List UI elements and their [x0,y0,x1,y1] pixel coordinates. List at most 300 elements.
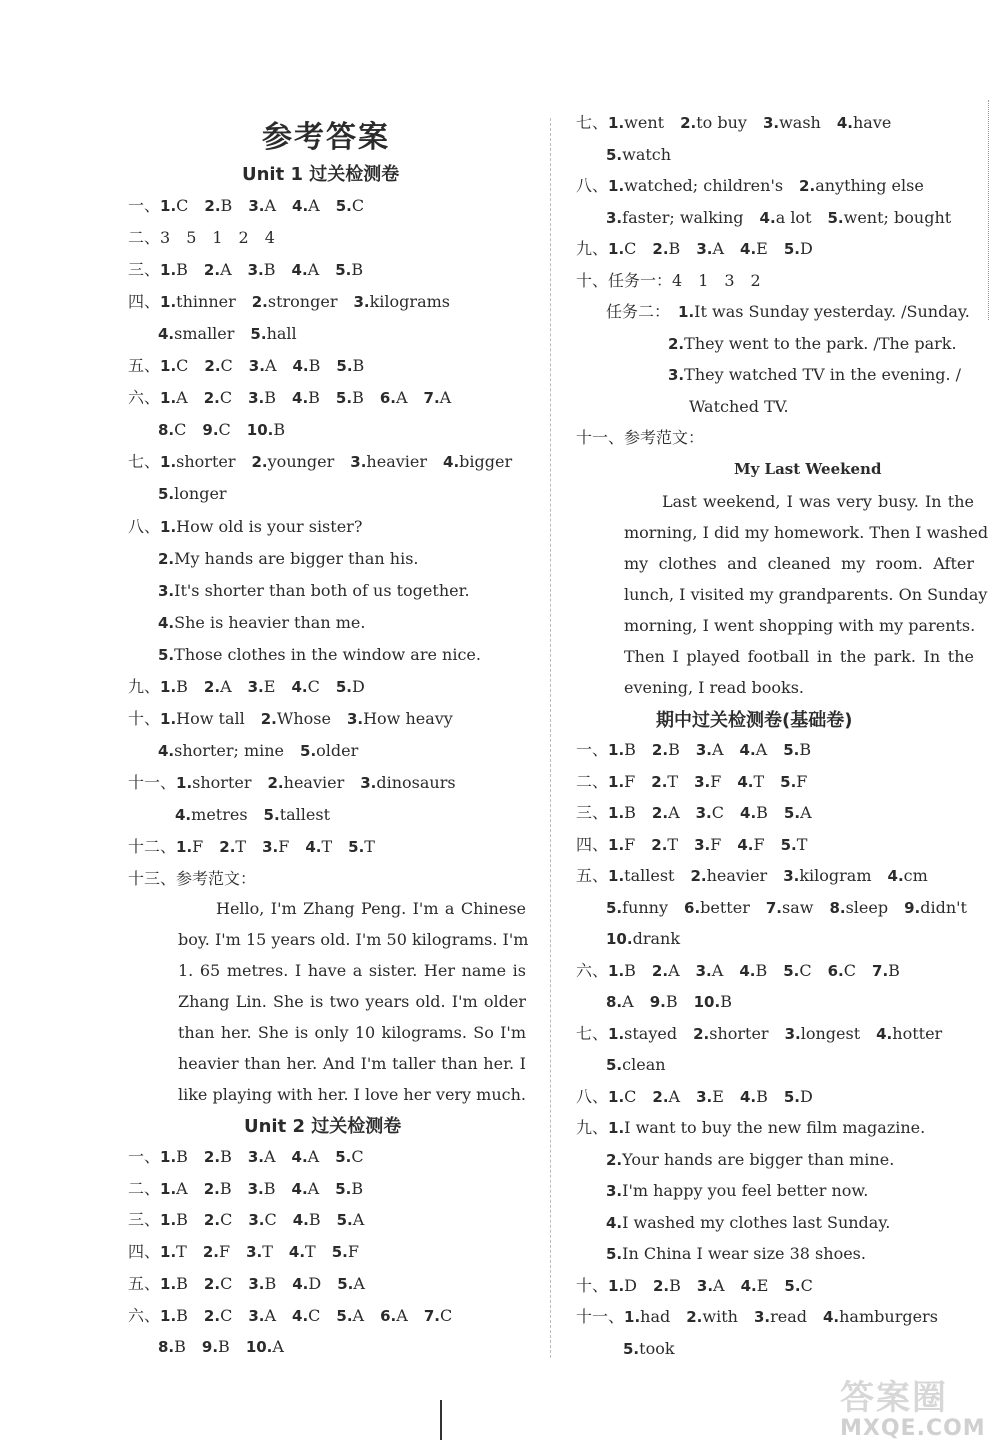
question-number: 3. [346,709,364,728]
question-number: 5. [336,357,353,376]
answer-value: A [353,1273,365,1293]
question-number: 2. [203,677,221,696]
answer-value: T [667,771,679,791]
answer-value: C [799,960,812,980]
answer-line [576,1086,813,1108]
answer-line [158,740,358,762]
question-number: 2. [203,1211,221,1230]
answer-value: A [352,1210,365,1230]
question-number: 3. [696,1087,713,1106]
question-number: 8. [158,421,175,440]
question-number: 2. [652,1087,669,1106]
answer-value: A [711,740,724,759]
question-number: 7. [423,1306,440,1325]
answer-line [576,1117,925,1139]
answer-value: heavier [283,772,345,792]
answer-value: hotter [892,1023,943,1043]
answer-line [576,427,704,449]
question-number: 4. [887,867,904,885]
question-number: 3. [248,1306,265,1325]
answer-value: B [308,356,321,376]
question-number: 1. [608,1087,625,1106]
section-number: 七、 [576,1023,609,1043]
answer-value: A [176,388,188,408]
answer-value: C [264,1210,277,1230]
question-number: 5. [335,1179,352,1198]
answer-value: E [756,1275,769,1295]
question-number: 2. [651,772,668,791]
question-number: 5. [348,838,365,856]
answer-line [606,1054,666,1076]
section-number: 九、 [576,239,609,258]
answer-value: In China I wear size 38 shoes. [622,1244,866,1263]
answer-value: tallest [279,804,330,824]
answer-value: B [669,1275,681,1295]
answer-value: C [220,356,233,376]
question-number: 5. [780,772,797,791]
answer-value: B [220,196,233,215]
answer-value: B [308,388,320,408]
question-number: 3. [248,389,265,408]
question-number: 3. [695,741,712,759]
essay-line: Last weekend, I was very busy. In the [662,492,974,511]
answer-value: T [753,771,765,791]
question-number: 4. [158,325,175,344]
question-number: 5. [623,1339,640,1358]
answer-line [606,1243,866,1265]
answer-value: A [307,1147,320,1166]
answer-value: B [176,1273,188,1293]
answer-value: C [219,388,233,408]
answer-value: C [176,356,189,376]
question-number: 4. [305,838,322,856]
section-number: 六、 [576,960,609,980]
answer-value: had [640,1307,671,1326]
answer-line [576,834,807,856]
question-number: 2. [202,1243,219,1262]
answer-value: I want to buy the new film magazine. [624,1118,926,1137]
question-number: 4. [175,805,192,824]
answer-value: F [710,771,722,791]
answer-value: older [316,740,359,760]
question-number: 1. [608,1119,625,1137]
question-number: 5. [335,1148,352,1166]
answer-line [576,865,928,887]
answer-line [158,483,227,505]
answer-value: I washed my clothes last Sunday. [622,1212,891,1232]
question-number: 2. [203,261,221,280]
answer-value: to buy [696,113,747,132]
answer-value: A [264,1305,277,1325]
question-number: 2. [651,835,668,854]
question-number: 5. [336,1211,353,1230]
question-number: 2. [204,197,221,215]
question-number: 3. [762,114,780,132]
answer-value: shorter [709,1023,769,1043]
page-title: 参考答案 [262,120,390,155]
answer-line [576,1275,813,1297]
question-number: 4. [292,1306,309,1325]
section-number: 七、 [576,113,609,132]
answer-value: T [796,834,808,854]
section-number: 三、 [128,260,161,280]
question-number: 5. [263,805,280,824]
question-number: 2. [260,709,277,728]
question-number: 1. [160,1179,177,1198]
question-number: 1. [608,1024,625,1043]
question-number: 3. [158,581,175,600]
answer-line [576,112,891,134]
question-number: 4. [740,240,757,258]
answer-value: B [668,740,680,759]
question-number: 1. [160,709,177,728]
answer-value: bigger [459,452,513,472]
question-number: 2. [693,1024,710,1043]
question-number: 1. [608,804,625,822]
question-number: 3. [694,835,711,854]
question-number: 1. [160,357,177,376]
answer-line [606,301,970,323]
section-number: 五、 [576,866,609,885]
question-number: 3. [247,1179,264,1198]
question-number: 1. [160,453,177,472]
answer-value: They watched TV in the evening. / [684,365,962,384]
question-number: 1. [678,303,695,321]
question-number: 2. [651,961,669,980]
answer-value: watched; children's [624,176,784,195]
question-number: 3. [248,357,265,376]
question-number: 1. [160,517,177,536]
question-number: 5. [300,741,317,760]
answer-value: C [307,676,320,696]
answer-value: C [439,1305,453,1325]
answer-value: stayed [624,1023,678,1043]
answer-value: A [272,1337,284,1357]
answer-line [576,960,900,982]
question-number: 1. [176,838,193,856]
answer-text: 任务一：4 1 3 2 [608,270,761,290]
answer-value: She is heavier than me. [174,612,366,632]
essay-line: lunch, I visited my grandparents. On Sunday [624,585,988,604]
question-number: 3. [696,240,713,258]
answer-line [128,1146,364,1168]
answer-value: A [352,1305,365,1325]
answer-value: C [218,420,231,440]
answer-line [576,1023,942,1045]
essay-line: my clothes and cleaned my room. After [624,554,974,573]
answer-value: C [711,803,725,822]
answer-value: B [624,960,636,980]
answer-text: 参考范文： [624,428,705,447]
essay-line: Then I played football in the park. In the [624,647,974,666]
bottom-mark [440,1400,442,1440]
answer-line [606,928,680,950]
essay-line: 1. 65 metres. I have a sister. Her name is [178,961,526,980]
question-number: 5. [335,677,352,696]
answer-value: B [273,420,286,440]
answer-value: How old is your sister? [176,516,363,536]
answer-value: B [665,992,678,1011]
answer-value: E [712,1086,724,1106]
question-number: 5. [335,389,353,408]
essay-line: morning, I did my homework. Then I washed [624,523,989,542]
answer-value: B [263,260,276,280]
answer-text: 任务二： [606,302,671,321]
unit2-essay [624,486,989,703]
section-number: 四、 [128,292,161,312]
page-edge-mark [988,100,995,320]
question-number: 1. [608,961,625,980]
question-number: 4. [876,1024,893,1043]
question-number: 4. [443,453,460,472]
answer-value: C [220,1210,233,1230]
question-number: 4. [739,741,756,759]
question-number: 9. [201,1338,219,1357]
section-number: 二、 [576,771,609,791]
answer-value: A [668,1086,681,1106]
answer-value: T [321,837,333,856]
question-number: 5. [335,261,352,280]
question-number: 4. [158,741,175,760]
answer-value: watch [622,144,672,164]
answer-value: A [711,960,724,980]
question-number: 3. [668,366,685,384]
question-number: 5. [783,240,800,258]
answer-value: A [308,196,320,215]
section-number: 六、 [128,1305,161,1325]
question-number: 4. [292,1211,309,1230]
question-number: 4. [292,197,309,215]
answer-line [128,195,364,217]
section-number: 八、 [576,1086,609,1106]
question-number: 5. [606,1245,623,1263]
question-number: 5. [827,208,844,227]
section-number: 二、 [128,1178,161,1198]
answer-value: D [308,1273,322,1293]
question-number: 1. [608,835,625,854]
answer-value: sleep [845,897,889,917]
answer-value: F [710,834,722,854]
answer-line [576,238,813,260]
question-number: 4. [739,961,756,980]
answer-value: funny [622,897,669,917]
answer-line [128,291,450,313]
answer-value: C [220,1305,233,1325]
answer-value: hamburgers [839,1307,938,1326]
question-number: 1. [160,1306,177,1325]
answer-value: B [756,803,768,822]
question-number: 4. [288,1243,306,1262]
question-number: 4. [292,1274,309,1293]
column-divider [550,118,551,1358]
answer-value: T [262,1242,273,1262]
question-number: 2. [652,240,669,258]
answer-value: A [264,356,277,376]
answer-value: B [176,676,188,696]
question-number: 1. [608,741,625,759]
question-number: 1. [160,293,177,312]
section-number: 十、 [576,270,609,290]
section-number: 十、 [128,708,161,728]
section-number: 二、 [128,228,161,248]
answer-value: C [351,196,365,215]
answer-value: anything else [815,176,924,195]
question-number: 7. [872,961,889,980]
answer-value: C [308,1305,321,1325]
answer-line [623,1338,675,1360]
answer-value: smaller [174,324,235,344]
question-number: 4. [292,357,309,376]
answer-value: A [176,1178,188,1198]
answer-line [128,1241,359,1263]
question-number: 4. [606,1213,623,1232]
answer-text: 3 5 1 2 4 [160,228,275,248]
question-number: 3. [696,1276,714,1295]
answer-value: B [720,992,732,1011]
question-number: 3. [694,772,711,791]
question-number: 9. [202,421,219,440]
section-number: 十一、 [128,772,177,792]
answer-value: B [220,1147,232,1166]
question-number: 10. [246,421,274,440]
answer-value: kilogram [799,866,872,885]
question-number: 3. [247,677,264,696]
essay-line: Hello, I'm Zhang Peng. I'm a Chinese [216,899,526,918]
question-number: 2. [251,293,268,312]
answer-value: D [624,1275,637,1295]
question-number: 3. [247,261,264,280]
answer-line [128,259,363,281]
answer-value: took [639,1338,675,1358]
question-number: 3. [262,838,279,856]
answer-value: B [264,388,277,408]
answer-line [606,1180,868,1202]
question-number: 7. [423,389,440,408]
question-number: 3. [606,208,623,227]
question-number: 2. [652,1276,670,1295]
answer-value: I'm happy you feel better now. [622,1181,869,1200]
answer-value: better [700,897,750,917]
question-number: 3. [695,804,712,822]
answer-value: C [624,1086,637,1106]
essay-line: than her. She is only 10 kilograms. So I'm [178,1023,526,1042]
unit2-essay-title: My Last Weekend [734,460,882,478]
answer-value: longer [174,484,227,504]
answer-value: tallest [624,866,675,885]
answer-line [158,548,419,570]
answer-value: A [307,260,320,280]
answer-value: F [753,834,765,854]
answer-line [128,1305,452,1327]
answer-value: with [702,1307,738,1326]
question-number: 2. [267,773,284,792]
answer-value: T [235,837,247,856]
question-number: 5. [783,741,800,759]
answer-value: a lot [775,207,812,227]
answer-line [128,1178,363,1200]
watermark-logo [840,1370,990,1450]
section-number: 三、 [128,1210,161,1230]
answer-value: B [264,1273,277,1293]
answer-line [576,270,761,292]
essay-line: heavier than her. And I'm taller than her. I [178,1054,526,1073]
answer-value: thinner [176,292,236,312]
section-number: 十三、 [128,869,177,889]
midterm-title: 期中过关检测卷(基础卷) [656,710,853,731]
question-number: 5. [783,804,801,822]
answer-value: Your hands are bigger than mine. [622,1149,895,1169]
question-number: 10. [245,1338,273,1357]
answer-line [668,364,961,386]
answer-line [128,772,456,794]
question-number: 6. [379,389,396,408]
answer-value: How tall [176,708,245,728]
answer-value: C [843,960,857,980]
watermark-text-bottom: MXQE.COM [840,1416,986,1441]
answer-value: B [176,1147,188,1166]
question-number: 3. [246,1243,263,1262]
section-number: 一、 [128,196,161,215]
question-number: 3. [350,453,367,472]
answer-value: B [352,388,364,408]
answer-value: clean [622,1055,666,1074]
answer-value: C [220,1273,233,1293]
question-number: 1. [608,1276,625,1295]
answer-value: B [308,1210,321,1230]
question-number: 2. [204,357,221,376]
section-number: 四、 [576,834,609,854]
answer-value: T [364,837,375,856]
answer-value: hall [266,324,297,344]
question-number: 5. [331,1243,348,1262]
answer-value: A [755,740,768,759]
question-number: 5. [158,485,175,504]
question-number: 1. [176,773,193,792]
answer-value: went; bought [843,207,952,227]
answer-value: A [264,196,277,215]
answer-value: A [263,1147,276,1166]
question-number: 2. [203,1306,221,1325]
question-number: 3. [248,1274,265,1293]
answer-value: A [439,388,452,408]
answer-value: It was Sunday yesterday. /Sunday. [694,302,970,321]
question-number: 3. [360,773,377,792]
question-number: 3. [353,293,370,312]
question-number: 2. [203,1148,221,1166]
question-number: 10. [693,993,721,1011]
question-number: 3. [606,1182,623,1200]
question-number: 5. [606,145,623,164]
answer-value: shorter; mine [174,740,285,760]
question-number: 10. [606,930,633,948]
question-number: 5. [335,197,352,215]
answer-value: C [624,239,637,258]
question-number: 8. [606,993,623,1011]
question-number: 1. [160,1243,177,1262]
question-number: 9. [649,993,666,1011]
question-number: 9. [904,898,921,917]
essay-line: evening, I read books. [624,678,805,697]
answer-value: Those clothes in the window are nice. [174,644,481,664]
answer-line [128,516,362,538]
unit2-title: Unit 2 过关检测卷 [244,1116,402,1137]
question-number: 4. [292,389,309,408]
answer-line [606,1212,890,1234]
question-number: 1. [608,177,625,195]
answer-line [175,804,330,826]
answer-value: shorter [176,452,236,472]
question-number: 8. [829,898,846,917]
